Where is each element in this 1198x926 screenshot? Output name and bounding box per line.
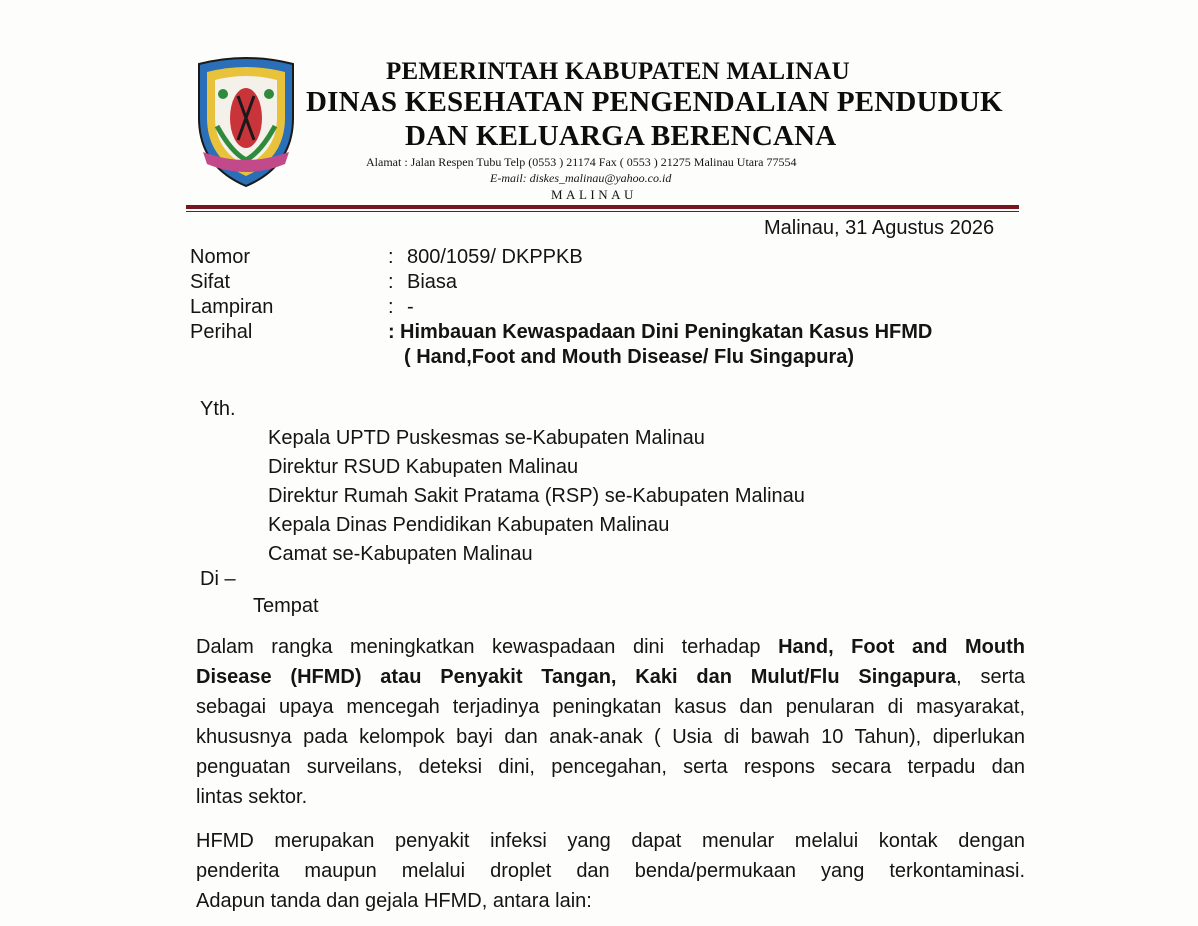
letterhead-title-agency-cont: DAN KELUARGA BERENCANA <box>405 120 837 152</box>
recipient-item: Camat se-Kabupaten Malinau <box>268 543 533 565</box>
recipient-item: Direktur RSUD Kabupaten Malinau <box>268 456 579 478</box>
tempat-label: Tempat <box>253 595 319 617</box>
perihal-colon: : <box>388 321 395 343</box>
letterhead-city: MALINAU <box>551 187 637 202</box>
perihal-label: Perihal <box>190 321 253 343</box>
paragraph-intro <box>196 632 1025 812</box>
recipient-item: Kepala UPTD Puskesmas se-Kabupaten Malinau <box>268 427 705 449</box>
nomor-colon: : <box>388 246 394 268</box>
paragraph-line: sebagai upaya mencegah terjadinya peningkatan kasus dan penularan di masyarakat, <box>196 696 1025 718</box>
paragraph-line: lintas sektor. <box>196 786 308 808</box>
paragraph-bold-text: Hand, Foot and Mouth <box>778 636 1025 658</box>
paragraph-line: penguatan surveilans, deteksi dini, pencegahan, serta respons secara terpadu dan <box>196 756 1025 778</box>
sifat-label: Sifat <box>190 271 231 293</box>
regency-coat-of-arms-logo <box>193 56 299 188</box>
letterhead-rule-thin <box>186 211 1019 212</box>
paragraph-bold-text: Disease (HFMD) atau Penyakit Tangan, Kaki dan Mulut/Flu Singapura <box>196 666 957 688</box>
perihal-line-1: Himbauan Kewaspadaan Dini Peningkatan Kasus HFMD <box>400 321 933 343</box>
paragraph-line <box>196 662 1025 692</box>
paragraph-hfmd-definition <box>196 826 1025 916</box>
perihal-line-2: ( Hand,Foot and Mouth Disease/ Flu Singapura) <box>404 346 855 368</box>
letterhead-rule-thick <box>186 205 1019 209</box>
lampiran-colon: : <box>388 296 394 318</box>
letter-date: Malinau, 31 Agustus 2026 <box>764 217 995 239</box>
letterhead-title-government: PEMERINTAH KABUPATEN MALINAU <box>386 58 850 85</box>
recipient-item: Kepala Dinas Pendidikan Kabupaten Malinau <box>268 514 670 536</box>
di-label: Di – <box>200 568 236 590</box>
nomor-value: 800/1059/ DKPPKB <box>407 246 583 268</box>
lampiran-label: Lampiran <box>190 296 274 318</box>
paragraph-text: , serta <box>956 666 1025 688</box>
paragraph-line: penderita maupun melalui droplet dan benda/permukaan yang terkontaminasi. <box>196 860 1025 882</box>
paragraph-text: Dalam rangka meningkatkan kewaspadaan dini terhadap <box>196 636 761 658</box>
paragraph-line: khususnya pada kelompok bayi dan anak-anak ( Usia di bawah 10 Tahun), diperlukan <box>196 726 1025 748</box>
yth-label: Yth. <box>200 398 236 420</box>
sifat-colon: : <box>388 271 394 293</box>
sifat-value: Biasa <box>407 271 458 293</box>
letterhead-title-agency: DINAS KESEHATAN PENGENDALIAN PENDUDUK <box>306 86 1003 118</box>
recipient-item: Direktur Rumah Sakit Pratama (RSP) se-Kabupaten Malinau <box>268 485 805 507</box>
letterhead-address: Alamat : Jalan Respen Tubu Telp (0553 ) 21174 Fax ( 0553 ) 21275 Malinau Utara 77554 <box>366 155 797 169</box>
letterhead-email: E-mail: diskes_malinau@yahoo.co.id <box>490 171 672 185</box>
nomor-label: Nomor <box>190 246 251 268</box>
paragraph-line <box>196 632 1025 662</box>
paragraph-line: HFMD merupakan penyakit infeksi yang dapat menular melalui kontak dengan <box>196 830 1025 852</box>
lampiran-value: - <box>407 296 414 318</box>
paragraph-line: Adapun tanda dan gejala HFMD, antara lain: <box>196 890 592 912</box>
